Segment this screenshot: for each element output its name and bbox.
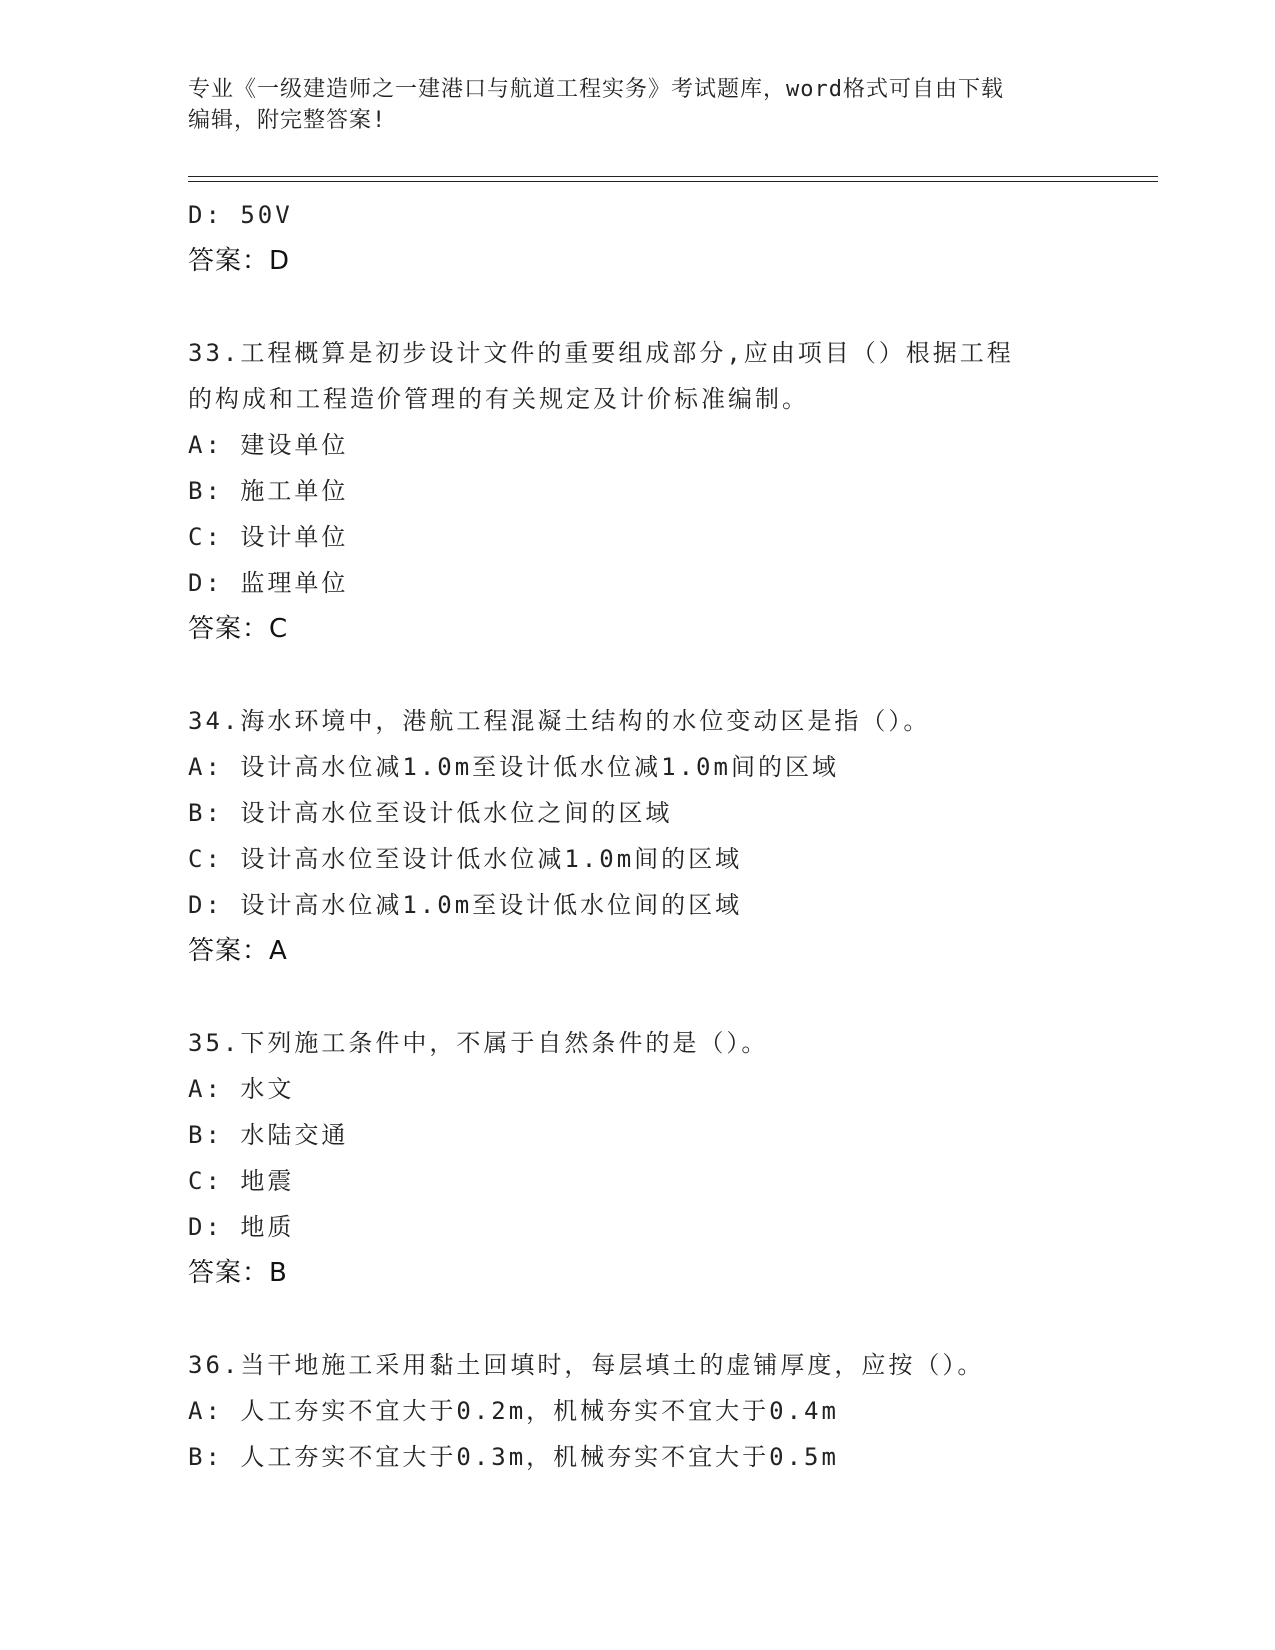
answer-line: 答案：A — [188, 936, 288, 966]
spacer — [188, 974, 1108, 1020]
question-stem-line: 35.下列施工条件中，不属于自然条件的是（）。 — [188, 1029, 769, 1057]
answer-line: 答案：B — [188, 1258, 288, 1288]
option-a: A: 水文 — [188, 1075, 295, 1103]
option-d: D: 50V — [188, 201, 293, 229]
question-36 — [188, 1342, 1108, 1480]
question-35 — [188, 1020, 1108, 1296]
header-rule-top — [188, 176, 1158, 177]
option-a: A: 建设单位 — [188, 431, 349, 459]
question-stem-line: 33.工程概算是初步设计文件的重要组成部分,应由项目（）根据工程 — [188, 339, 1014, 367]
option-a: A: 人工夯实不宜大于0.2m，机械夯实不宜大于0.4m — [188, 1397, 839, 1425]
option-c: C: 设计高水位至设计低水位减1.0m间的区域 — [188, 845, 743, 873]
spacer — [188, 284, 1108, 330]
option-a: A: 设计高水位减1.0m至设计低水位减1.0m间的区域 — [188, 753, 839, 781]
option-b: B: 施工单位 — [188, 477, 349, 505]
question-stem-line: 36.当干地施工采用黏土回填时，每层填土的虚铺厚度，应按（）。 — [188, 1351, 985, 1379]
question-stem-line: 的构成和工程造价管理的有关规定及计价标准编制。 — [188, 385, 809, 413]
answer-line: 答案：D — [188, 246, 291, 276]
option-d: D: 地质 — [188, 1213, 295, 1241]
option-b: B: 水陆交通 — [188, 1121, 349, 1149]
document-body — [188, 192, 1108, 1480]
option-b: B: 人工夯实不宜大于0.3m，机械夯实不宜大于0.5m — [188, 1443, 839, 1471]
option-b: B: 设计高水位至设计低水位之间的区域 — [188, 799, 673, 827]
document-header — [188, 74, 1068, 136]
question-stem-line: 34.海水环境中，港航工程混凝土结构的水位变动区是指（）。 — [188, 707, 931, 735]
option-d: D: 监理单位 — [188, 569, 349, 597]
spacer — [188, 652, 1108, 698]
option-c: C: 设计单位 — [188, 523, 349, 551]
header-rule-bottom — [188, 181, 1158, 182]
option-d: D: 设计高水位减1.0m至设计低水位间的区域 — [188, 891, 743, 919]
spacer — [188, 1296, 1108, 1342]
header-line-1: 专业《一级建造师之一建港口与航道工程实务》考试题库，word格式可自由下载 — [188, 77, 1004, 102]
question-33 — [188, 330, 1108, 652]
header-line-2: 编辑，附完整答案! — [188, 108, 387, 133]
option-c: C: 地震 — [188, 1167, 295, 1195]
answer-line: 答案：C — [188, 614, 289, 644]
question-34 — [188, 698, 1108, 974]
previous-question-tail — [188, 192, 1108, 284]
